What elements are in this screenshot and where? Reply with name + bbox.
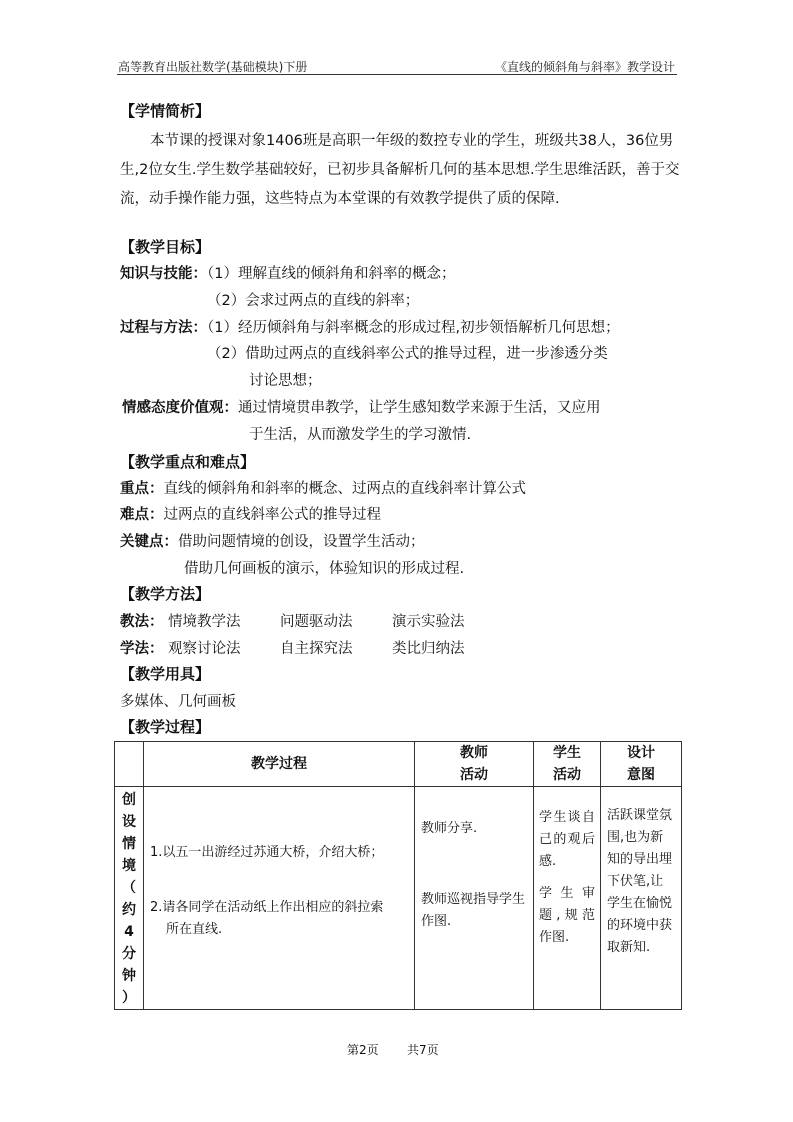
key-label: 重点： [120, 481, 164, 497]
learn-method-3: 类比归纳法 [392, 641, 465, 657]
header-student: 学生 活动 [534, 742, 601, 787]
header-phase [115, 742, 144, 787]
teacher-cell [415, 787, 534, 1010]
section-analysis: 【学情简析】 [120, 102, 211, 120]
analysis-text: 本节课的授课对象1406班是高职一年级的数控专业的学生，班级共38人，36位男生,2位女生.学生数学基础较好，已初步具备解析几何的基本思想.学生思维活跃，善于交流，动手操作能力强，这些特点为本堂课的有效教学提供了质的保障. [120, 133, 680, 207]
goal-emotion [122, 396, 601, 417]
knowledge-item-1: （1）理解直线的倾斜角和斜率的概念； [207, 266, 456, 282]
process-label: 过程与方法： [120, 320, 207, 336]
emotion-text-2: 于生活，从而激发学生的学习激情. [249, 427, 472, 443]
keypoint-hard [120, 503, 381, 524]
header-divider [117, 74, 677, 75]
section-keypoints: 【教学重点和难点】 [120, 453, 256, 471]
footer-page: 第2页 [347, 1043, 379, 1057]
analysis-paragraph [120, 127, 682, 214]
process-step-1: 1.以五一出游经过苏通大桥，介绍大桥； [150, 845, 384, 860]
teach-label: 教法： [120, 614, 164, 630]
student-activity-1: 学生谈自己的观后感. [539, 810, 595, 869]
keypoint-key [120, 477, 526, 498]
table-header-row [115, 742, 682, 787]
knowledge-label: 知识与技能： [120, 266, 207, 282]
student-cell [534, 787, 601, 1010]
section-goals: 【教学目标】 [120, 238, 211, 256]
student-activity-2: 学生审题,规范作图. [539, 886, 595, 945]
crux-label: 关键点： [120, 534, 178, 550]
process-item-2: （2）借助过两点的直线斜率公式的推导过程，进一步渗透分类 [207, 346, 608, 362]
teach-method-1: 情境教学法 [168, 614, 241, 630]
process-item-1: （1）经历倾斜角与斜率概念的形成过程,初步领悟解析几何思想； [207, 320, 620, 336]
header-right: 《直线的倾斜角与斜率》教学设计 [494, 60, 675, 74]
goal-process [120, 316, 620, 337]
teacher-activity-2: 教师巡视指导学生作图. [421, 892, 526, 929]
process-cell [144, 787, 415, 1010]
learn-method-1: 观察讨论法 [168, 641, 241, 657]
header-process: 教学过程 [144, 742, 415, 787]
section-methods: 【教学方法】 [120, 585, 211, 603]
header-teacher: 教师 活动 [415, 742, 534, 787]
tools-text: 多媒体、几何画板 [120, 694, 236, 710]
header-design: 设计 意图 [601, 742, 682, 787]
section-tools: 【教学用具】 [120, 665, 211, 683]
table-row [115, 787, 682, 1010]
design-cell [601, 787, 682, 1010]
keypoint-crux [120, 530, 425, 551]
key-text: 直线的倾斜角和斜率的概念、过两点的直线斜率计算公式 [163, 481, 526, 497]
design-intent: 活跃课堂氛围,也为新知的导出埋下伏笔,让学生在愉悦的环境中获取新知. [607, 808, 673, 955]
learn-label: 学法： [120, 641, 164, 657]
process-step-2: 2.请各同学在活动纸上作出相应的斜拉索 所在直线. [150, 900, 384, 937]
section-process: 【教学过程】 [120, 718, 211, 736]
teach-method-2: 问题驱动法 [280, 614, 353, 630]
learn-method-2: 自主探究法 [280, 641, 353, 657]
phase-cell: 创 设 情 境 （ 约 4 分 钟 ） [115, 787, 144, 1010]
knowledge-item-2: （2）会求过两点的直线的斜率； [207, 293, 420, 309]
crux-text-2: 借助几何画板的演示，体验知识的形成过程. [184, 561, 465, 577]
emotion-text-1: 通过情境贯串教学，让学生感知数学来源于生活，又应用 [238, 400, 601, 416]
hard-text: 过两点的直线斜率公式的推导过程 [163, 507, 381, 523]
goal-knowledge [120, 262, 455, 283]
footer-total: 共7页 [407, 1043, 439, 1057]
teacher-activity-1: 教师分享. [421, 821, 478, 836]
crux-text-1: 借助问题情境的创设，设置学生活动； [178, 534, 425, 550]
emotion-label: 情感态度价值观： [122, 400, 238, 416]
process-table [114, 741, 682, 1010]
teach-method-3: 演示实验法 [392, 614, 465, 630]
header-left: 高等教育出版社数学(基础模块)下册 [118, 60, 308, 74]
process-item-2-cont: 讨论思想； [249, 373, 322, 389]
hard-label: 难点： [120, 507, 164, 523]
